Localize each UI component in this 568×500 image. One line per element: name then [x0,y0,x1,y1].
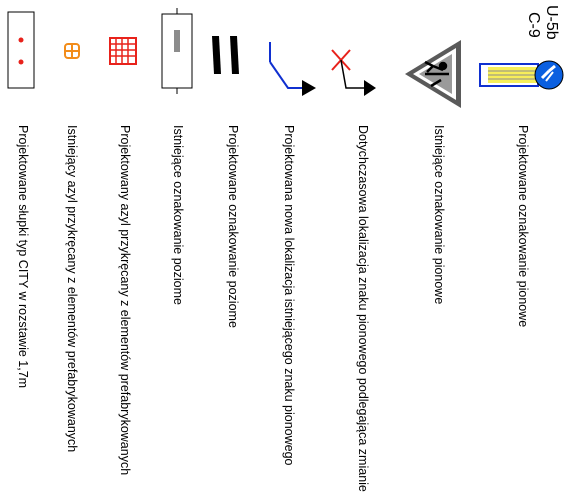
legend-label-planned-horizontal: Projektowane oznakowanie poziome [226,125,240,328]
legend-label-new-location: Projektowana nowa lokalizacja istniejącego znaku pionowego [282,125,296,466]
legend-label-planned-vertical: Projektowane oznakowanie pionowe [516,125,530,328]
red-dots-icon [6,10,36,90]
single-bar-icon [160,8,194,94]
legend-label-existing-horizontal: Istniejące oznakowanie poziome [171,125,185,305]
legend-label-current-location: Dotychczasowa lokalizacja znaku pionowego podlegająca zmianie [356,125,370,492]
orange-grid-icon [63,42,81,60]
legend-label-city-posts: Projektowane słupki typ CITY w rozstawie 1,7m [16,125,30,389]
sign-post-icon [476,58,566,94]
legend-label-existing-vertical: Istniejące oznakowanie pionowe [432,125,446,305]
crossed-location-arrow-icon [328,42,378,100]
red-grid-icon [108,36,138,66]
legend-label-existing-island: Istniejący azyl przykręcany z elementów prefabrykowanych [65,125,79,453]
sign-code-u5b: U-5b [543,5,560,40]
warning-triangle-icon [403,36,463,112]
sign-code-c9: C-9 [525,12,542,38]
legend-label-planned-island: Projektowany azyl przykręcany z elementów prefabrykowanych [118,125,132,476]
relocation-arrow-icon [262,40,318,102]
double-bar-icon [208,34,244,78]
